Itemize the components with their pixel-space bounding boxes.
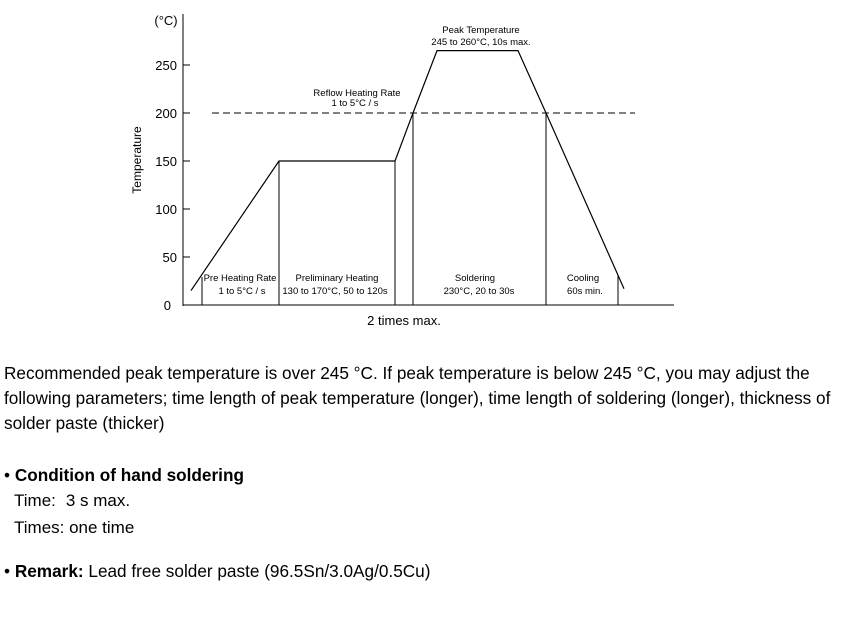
remark-text: Lead free solder paste (96.5Sn/3.0Ag/0.5Cu)	[83, 561, 431, 581]
y-tick-label-250: 250	[155, 58, 177, 73]
peak-temperature-detail: 245 to 260°C, 10s max.	[431, 37, 531, 48]
y-tick-label-50: 50	[162, 250, 177, 265]
bullet-icon: •	[4, 465, 11, 485]
hand-soldering-time	[14, 490, 130, 512]
zone-soldering-detail: 230°C, 20 to 30s	[443, 286, 515, 297]
x-axis-note: 2 times max.	[367, 313, 441, 328]
y-ticks	[183, 65, 190, 257]
bullet-icon: •	[4, 561, 11, 581]
zone-cooling-title: Cooling	[566, 273, 600, 284]
reflow-rate-detail: 1 to 5°C / s	[331, 98, 379, 109]
y-tick-label-200: 200	[155, 106, 177, 121]
y-tick-label-0: 0	[163, 298, 171, 313]
zone-cooling-detail: 60s min.	[567, 286, 603, 297]
hand-soldering-times: Times: one time	[14, 518, 135, 537]
zone-preheat-title: Pre Heating Rate	[203, 273, 277, 284]
time-value: 3 s max.	[65, 491, 131, 510]
zone-soldering-title: Soldering	[454, 273, 496, 284]
temperature-profile-line	[191, 51, 624, 291]
hand-soldering-title: Condition of hand soldering	[14, 465, 244, 485]
y-tick-label-150: 150	[155, 154, 177, 169]
zone-preheat-detail: 1 to 5°C / s	[218, 286, 266, 297]
y-axis-unit: (°C)	[154, 13, 178, 28]
remark-line	[4, 558, 430, 584]
reflow-rate-title: Reflow Heating Rate	[313, 88, 401, 99]
time-label: Time:	[14, 491, 56, 510]
y-axis-label: Temperature	[130, 126, 144, 194]
hand-soldering-heading	[4, 462, 244, 488]
zone-preliminary-detail: 130 to 170°C, 50 to 120s	[282, 286, 388, 297]
y-tick-label-100: 100	[155, 202, 177, 217]
peak-temperature-title: Peak Temperature	[442, 25, 520, 36]
recommendation-paragraph: Recommended peak temperature is over 245 °C. If peak temperature is below 245 °C, you may adjust the following parameters; time length of peak temperature (longer), time length of soldering (longer), thickness of solder paste (thicker)	[4, 363, 831, 433]
remark-label: Remark:	[14, 561, 84, 581]
zone-preliminary-title: Preliminary Heating	[295, 273, 379, 284]
